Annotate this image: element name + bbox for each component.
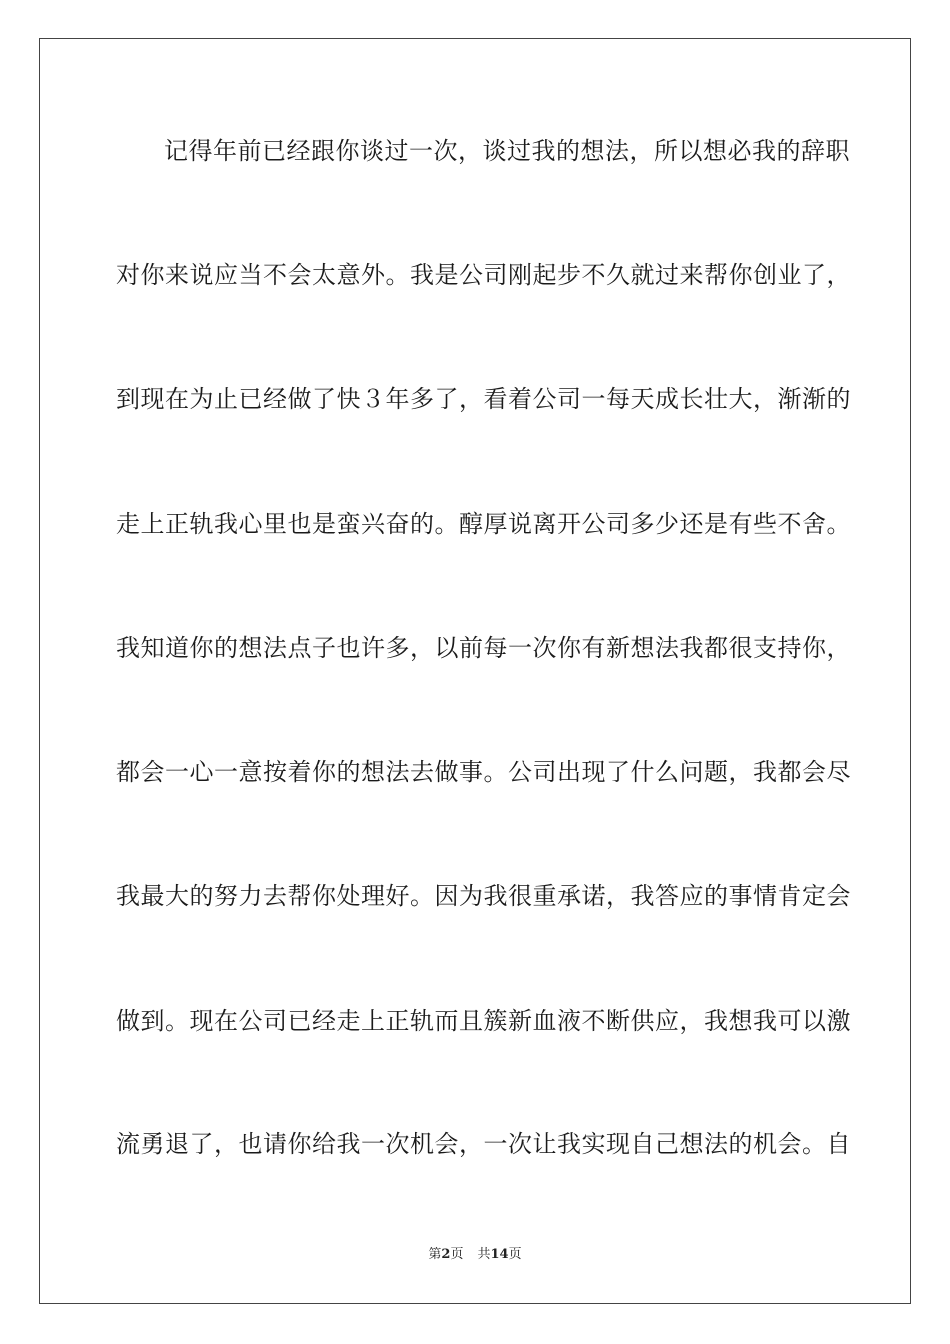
paragraph-line: 记得年前已经跟你谈过一次，谈过我的想法，所以想必我的辞职 <box>164 137 850 165</box>
paragraph-line: 都会一心一意按着你的想法去做事。公司出现了什么问题，我都会尽 <box>116 758 851 786</box>
paragraph-line: 到现在为止已经做了快３年多了，看着公司一每天成长壮大，渐渐的 <box>116 385 851 413</box>
paragraph-line: 做到。现在公司已经走上正轨而且簇新血液不断供应，我想我可以激 <box>116 1007 851 1035</box>
total-label-suffix: 页 <box>508 1247 522 1262</box>
paragraph-line: 流勇退了，也请你给我一次机会，一次让我实现自己想法的机会。自 <box>116 1130 851 1158</box>
total-page-count: 14 <box>490 1247 509 1262</box>
page-footer <box>0 1246 950 1264</box>
current-page-number: 2 <box>441 1247 451 1262</box>
total-label-prefix: 共 <box>477 1247 491 1262</box>
page-label-suffix: 页 <box>450 1247 464 1262</box>
paragraph-line: 走上正轨我心里也是蛮兴奋的。醇厚说离开公司多少还是有些不舍。 <box>116 510 851 538</box>
paragraph-line: 对你来说应当不会太意外。我是公司刚起步不久就过来帮你创业了， <box>116 261 851 289</box>
paragraph-line: 我知道你的想法点子也许多，以前每一次你有新想法我都很支持你， <box>116 634 851 662</box>
page-border <box>39 38 911 1304</box>
paragraph-line: 我最大的努力去帮你处理好。因为我很重承诺，我答应的事情肯定会 <box>116 882 851 910</box>
page-label-prefix: 第 <box>428 1247 442 1262</box>
